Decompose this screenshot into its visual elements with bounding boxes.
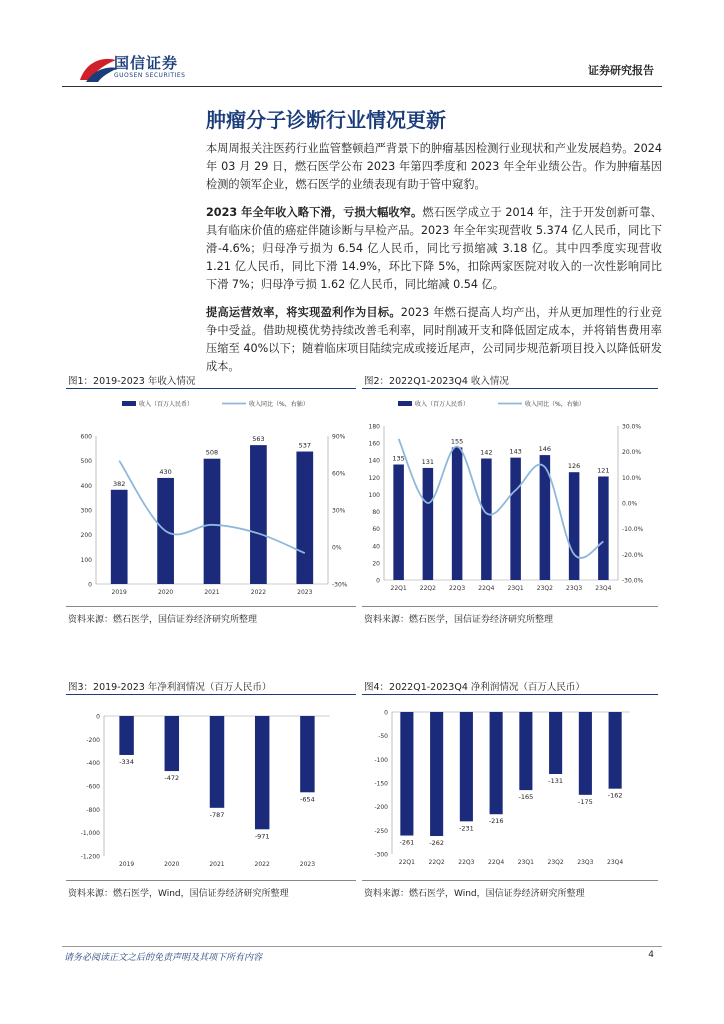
left-tick-label: 160 [368, 440, 380, 448]
legend-bar-label: 收入（百万人民币） [415, 401, 470, 408]
left-tick-label: 0 [96, 713, 100, 721]
revenue-data-label: 563 [252, 435, 265, 444]
paragraph-efficiency [206, 304, 662, 376]
net-profit-bar [579, 712, 592, 795]
left-tick-label: 600 [80, 433, 92, 441]
category-tick-label: 2022 [254, 861, 270, 868]
figure-3-rule [66, 694, 356, 695]
category-tick-label: 2020 [164, 861, 180, 868]
figure-1-title: 图1：2019-2023 年收入情况 [68, 376, 196, 387]
net-profit-bar [255, 716, 269, 829]
net-profit-bar [300, 716, 314, 792]
revenue-data-label: 430 [159, 467, 172, 476]
right-tick-label: -30.0% [622, 577, 644, 585]
net-profit-bar [165, 716, 179, 771]
revenue-bar [296, 452, 313, 584]
net-profit-bar [400, 712, 413, 836]
left-tick-label: 100 [368, 491, 380, 499]
left-tick-label: -800 [86, 806, 100, 814]
left-tick-label: -150 [374, 780, 388, 788]
revenue-data-label: 121 [597, 466, 610, 475]
revenue-bar [510, 458, 521, 580]
right-tick-label: -20.0% [622, 551, 644, 559]
net-profit-data-label: -787 [209, 810, 225, 819]
revenue-bar [481, 459, 492, 580]
paragraph-efficiency-heading: 提高运营效率，将实现盈利作为目标。 [206, 306, 401, 319]
figure-1-source: 资料来源：燃石医学，国信证券经济研究所整理 [68, 615, 258, 625]
net-profit-bar [609, 712, 622, 789]
page-number: 4 [648, 950, 654, 960]
net-profit-bar [490, 712, 503, 814]
net-profit-data-label: -262 [429, 839, 445, 848]
category-tick-label: 23Q3 [577, 859, 594, 866]
header-rule [62, 86, 662, 87]
category-tick-label: 23Q1 [507, 585, 524, 592]
figure-2-bottom-rule [362, 606, 658, 607]
revenue-data-label: 537 [298, 441, 312, 450]
left-tick-label: -100 [374, 756, 388, 764]
legend-bar-swatch [398, 401, 412, 406]
left-tick-label: 60 [372, 526, 380, 534]
legend-bar-label: 收入（百万人民币） [139, 401, 194, 408]
category-tick-label: 23Q3 [566, 585, 583, 592]
right-tick-label: 0% [332, 544, 342, 552]
revenue-data-label: 131 [421, 457, 435, 466]
net-profit-data-label: -216 [488, 817, 504, 826]
net-profit-bar [119, 716, 133, 755]
figure-1-chart [66, 394, 356, 602]
revenue-bar [111, 490, 128, 584]
figure-3-bottom-rule [66, 880, 356, 881]
category-tick-label: 22Q1 [398, 859, 415, 866]
right-tick-label: 20.0% [622, 449, 642, 457]
paragraph-revenue-heading: 2023 年全年收入略下滑，亏损大幅收窄。 [206, 206, 423, 219]
left-tick-label: 40 [372, 543, 380, 551]
category-tick-label: 2021 [204, 589, 220, 596]
revenue-bar [250, 445, 267, 584]
left-tick-label: -1,000 [80, 830, 100, 838]
category-tick-label: 23Q1 [517, 859, 534, 866]
net-profit-data-label: -261 [399, 838, 415, 847]
net-profit-data-label: -334 [119, 757, 134, 766]
category-tick-label: 22Q3 [458, 859, 475, 866]
net-profit-data-label: -231 [458, 824, 474, 833]
left-tick-label: -400 [86, 760, 100, 768]
left-tick-label: 300 [80, 507, 92, 515]
net-profit-data-label: -654 [300, 795, 315, 804]
paragraph-intro: 本周周报关注医药行业监管整顿趋严背景下的肿瘤基因检测行业现状和产业发展趋势。2024 年 03 月 29 日，燃石医学公布 2023 年第四季度和 2023 年全年业绩公告。作为肿瘤基因检测的领军企业，燃石医学的业绩表现有助于管中窥豹。 [206, 142, 662, 191]
net-profit-data-label: -971 [254, 832, 270, 841]
left-tick-label: -300 [374, 851, 388, 859]
figure-2-chart [362, 394, 658, 602]
revenue-bar [204, 459, 221, 584]
left-tick-label: 20 [372, 560, 380, 568]
left-tick-label: 0 [88, 581, 92, 589]
revenue-data-label: 142 [480, 448, 493, 457]
net-profit-bar [519, 712, 532, 790]
figure-2-rule [362, 388, 658, 389]
left-tick-label: 0 [376, 577, 380, 585]
category-tick-label: 23Q2 [547, 859, 564, 866]
revenue-data-label: 126 [567, 462, 581, 471]
figure-3-source: 资料来源：燃石医学，Wind，国信证券经济研究所整理 [68, 889, 289, 899]
left-tick-label: -600 [86, 783, 100, 791]
net-profit-bar [549, 712, 562, 774]
category-tick-label: 2023 [299, 861, 316, 868]
category-tick-label: 22Q4 [478, 585, 495, 592]
net-profit-bar [460, 712, 473, 821]
revenue-data-label: 508 [205, 448, 219, 457]
revenue-bar [452, 447, 463, 580]
figure-4-rule [362, 694, 658, 695]
legend-bar-swatch [122, 401, 136, 406]
net-profit-bar [430, 712, 443, 836]
net-profit-data-label: -131 [548, 777, 564, 786]
revenue-bar [598, 476, 609, 580]
figure-1-rule [66, 388, 356, 389]
net-profit-data-label: -472 [164, 774, 180, 783]
figure-3-chart [66, 700, 356, 876]
footer-rule [62, 946, 662, 947]
right-tick-label: 30% [332, 507, 346, 515]
disclaimer-note: 请务必阅读正文之后的免责声明及其项下所有内容 [64, 953, 263, 963]
logo-chinese-name: 国信证券 [114, 54, 179, 72]
figure-2-source: 资料来源：燃石医学，国信证券经济研究所整理 [364, 615, 554, 625]
figure-4-bottom-rule [362, 880, 658, 881]
category-tick-label: 22Q2 [419, 585, 436, 592]
revenue-data-label: 135 [392, 454, 405, 463]
report-header [62, 48, 662, 88]
revenue-bar [393, 465, 404, 581]
right-tick-label: -30% [332, 581, 348, 589]
left-tick-label: -50 [378, 733, 388, 741]
figure-2-title: 图2：2022Q1-2023Q4 收入情况 [364, 376, 509, 387]
legend-line-label: 收入同比（%，右轴） [525, 401, 585, 408]
category-tick-label: 2019 [118, 861, 135, 868]
paragraph-revenue-body: 燃石医学成立于 2014 年，注于开发创新可靠、具有临床价值的癌症伴随诊断与早检产品。2023 年全年实现营收 5.374 亿人民币，同比下滑-4.6%；归母净亏损为 6.54 亿人民币，同比亏损缩减 3.18 亿。其中四季度实现营收 1.21 亿人民币，同比下滑 14.9%，环比下降 5%，扣除两家医院对收入的一次性影响同比下滑 7%；归母净亏损 1.62 亿人民币，同比缩减 0.54 亿。 [206, 206, 662, 291]
right-tick-label: 10.0% [622, 474, 642, 482]
left-tick-label: 80 [372, 509, 380, 517]
page-title: 肿瘤分子诊断行业情况更新 [206, 108, 446, 132]
net-profit-bar [210, 716, 224, 808]
category-tick-label: 22Q3 [449, 585, 466, 592]
category-tick-label: 2021 [209, 861, 225, 868]
logo-english-name: GUOSEN SECURITIES [114, 72, 186, 79]
left-tick-label: 180 [368, 423, 380, 431]
category-tick-label: 22Q2 [428, 859, 445, 866]
left-tick-label: 0 [384, 709, 388, 717]
revenue-data-label: 382 [112, 479, 126, 488]
figure-4-chart [362, 700, 658, 876]
left-tick-label: 100 [80, 556, 92, 564]
left-tick-label: -200 [86, 736, 100, 744]
category-tick-label: 23Q2 [536, 585, 553, 592]
category-tick-label: 2020 [157, 589, 174, 596]
category-tick-label: 2023 [297, 589, 313, 596]
revenue-bar [569, 472, 580, 580]
revenue-bar [423, 468, 434, 580]
figure-1-bottom-rule [66, 606, 356, 607]
revenue-data-label: 143 [509, 447, 522, 456]
figure-4-source: 资料来源：燃石医学，Wind，国信证券经济研究所整理 [364, 889, 585, 899]
right-tick-label: 30.0% [622, 423, 642, 431]
right-tick-label: 0.0% [622, 500, 638, 508]
left-tick-label: 140 [368, 457, 380, 465]
net-profit-data-label: -175 [577, 797, 593, 806]
left-tick-label: 500 [80, 458, 92, 466]
category-tick-label: 2019 [111, 589, 127, 596]
category-tick-label: 22Q1 [390, 585, 407, 592]
left-tick-label: 120 [368, 474, 380, 482]
right-tick-label: 60% [332, 470, 346, 478]
category-tick-label: 23Q4 [595, 585, 612, 592]
right-tick-label: -10.0% [622, 526, 644, 534]
net-profit-data-label: -162 [607, 791, 623, 800]
category-tick-label: 23Q4 [607, 859, 624, 866]
figure-3-title: 图3：2019-2023 年净利润情况（百万人民币） [68, 682, 272, 693]
category-tick-label: 22Q4 [488, 859, 505, 866]
paragraph-efficiency-body: 2023 年燃石提高人均产出，并从更加理性的行业竞争中受益。借助规模优势持续改善毛利率，同时削减开支和降低固定成本，并将销售费用率压缩至 40%以下；随着临床项目陆续完成或接近尾声，公司同步规范新项目投入以降低研发成本。 [206, 306, 662, 373]
legend-line-label: 收入同比（%，右轴） [249, 401, 309, 408]
left-tick-label: -1,200 [80, 853, 100, 861]
left-tick-label: 400 [80, 482, 92, 490]
left-tick-label: -250 [374, 827, 388, 835]
report-type-label: 证券研究报告 [588, 64, 654, 77]
right-tick-label: 90% [332, 433, 346, 441]
figure-4-title: 图4：2022Q1-2023Q4 净利润情况（百万人民币） [364, 682, 585, 693]
category-tick-label: 2022 [250, 589, 267, 596]
paragraph-revenue [206, 204, 662, 294]
net-profit-data-label: -165 [518, 793, 534, 802]
left-tick-label: 200 [80, 532, 92, 540]
revenue-data-label: 146 [538, 445, 552, 454]
revenue-data-label: 155 [450, 437, 464, 446]
left-tick-label: -200 [374, 804, 388, 812]
